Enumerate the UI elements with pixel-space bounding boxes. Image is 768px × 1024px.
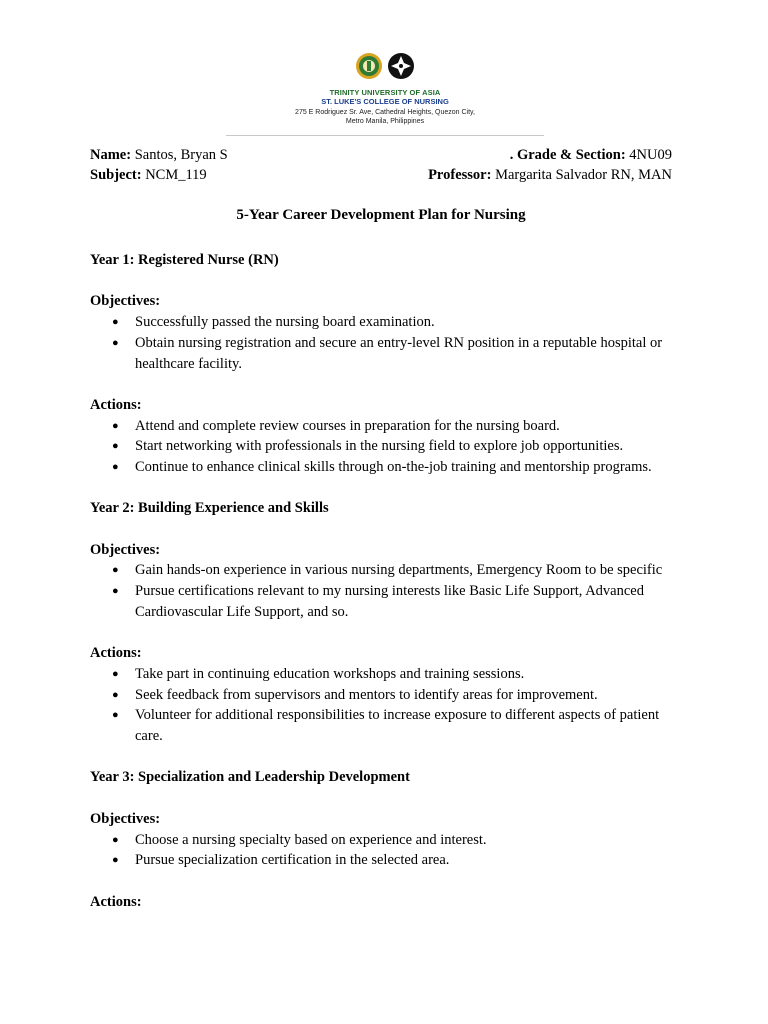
- professor-field: [428, 166, 672, 184]
- list-item: ● Gain hands-on experience in various nursing departments, Emergency Room to be specific: [90, 560, 680, 581]
- name-field: [90, 146, 228, 164]
- name-label: Name:: [90, 147, 132, 163]
- document-body: [90, 250, 680, 912]
- name-value: Santos, Bryan S: [131, 147, 228, 163]
- list-item: ● Volunteer for additional responsibilities to increase exposure to different aspects of patient care.: [90, 705, 680, 746]
- address-line-1: 275 E Rodriguez Sr. Ave, Cathedral Heights, Quezon City,: [295, 109, 475, 116]
- list-item: ● Attend and complete review courses in preparation for the nursing board.: [90, 416, 680, 437]
- university-seal-icon: [355, 52, 383, 80]
- year-2-heading: Year 2: Building Experience and Skills: [90, 500, 329, 517]
- year-1-actions-label: Actions:: [90, 396, 142, 413]
- list-item: ● Obtain nursing registration and secure an entry-level RN position in a reputable hospital or healthcare facility.: [90, 333, 680, 374]
- header-divider: [226, 135, 544, 136]
- professor-label: Professor:: [428, 167, 492, 183]
- year-2-objectives-label: Objectives:: [90, 541, 161, 558]
- logo-group: [226, 52, 544, 84]
- college-name: ST. LUKE'S COLLEGE OF NURSING: [321, 97, 449, 106]
- grade-field: [510, 146, 672, 164]
- subject-value: NCM_119: [141, 167, 207, 183]
- year-1-objectives-label: Objectives:: [90, 293, 161, 310]
- year-3-objectives-list: [90, 830, 680, 871]
- year-3-actions-label: Actions:: [90, 893, 142, 910]
- college-cross-icon: [387, 52, 415, 80]
- list-item: ● Successfully passed the nursing board examination.: [90, 312, 680, 333]
- year-1-actions-list: [90, 416, 680, 478]
- year-1-heading: Year 1: Registered Nurse (RN): [90, 252, 279, 268]
- university-name: TRINITY UNIVERSITY OF ASIA: [329, 88, 441, 97]
- grade-value: 4NU09: [625, 147, 672, 163]
- year-3-objectives-label: Objectives:: [90, 810, 161, 827]
- year-3-heading: Year 3: Specialization and Leadership Development: [90, 769, 410, 786]
- address-line-2: Metro Manila, Philippines: [345, 118, 425, 125]
- document-letterhead: [226, 46, 544, 136]
- list-item: ● Start networking with professionals in the nursing field to explore job opportunities.: [90, 436, 680, 457]
- year-1-objectives-list: [90, 312, 680, 374]
- professor-value: Margarita Salvador RN, MAN: [491, 167, 672, 183]
- document-title: 5-Year Career Development Plan for Nursing: [236, 207, 526, 223]
- list-item: ● Take part in continuing education workshops and training sessions.: [90, 664, 680, 685]
- subject-field: [90, 166, 207, 184]
- list-item: ● Continue to enhance clinical skills through on-the-job training and mentorship programs.: [90, 457, 680, 478]
- list-item: ● Seek feedback from supervisors and mentors to identify areas for improvement.: [90, 685, 680, 706]
- subject-label: Subject:: [90, 167, 142, 183]
- grade-label: . Grade & Section:: [509, 147, 626, 163]
- year-2-actions-list: [90, 664, 680, 747]
- list-item: ● Choose a nursing specialty based on experience and interest.: [90, 830, 680, 851]
- year-2-objectives-list: [90, 560, 680, 622]
- list-item: ● Pursue certifications relevant to my nursing interests like Basic Life Support, Advanced Cardiovascular Life Support, and so.: [90, 581, 680, 622]
- list-item: ● Pursue specialization certification in the selected area.: [90, 850, 680, 871]
- year-2-actions-label: Actions:: [90, 645, 142, 662]
